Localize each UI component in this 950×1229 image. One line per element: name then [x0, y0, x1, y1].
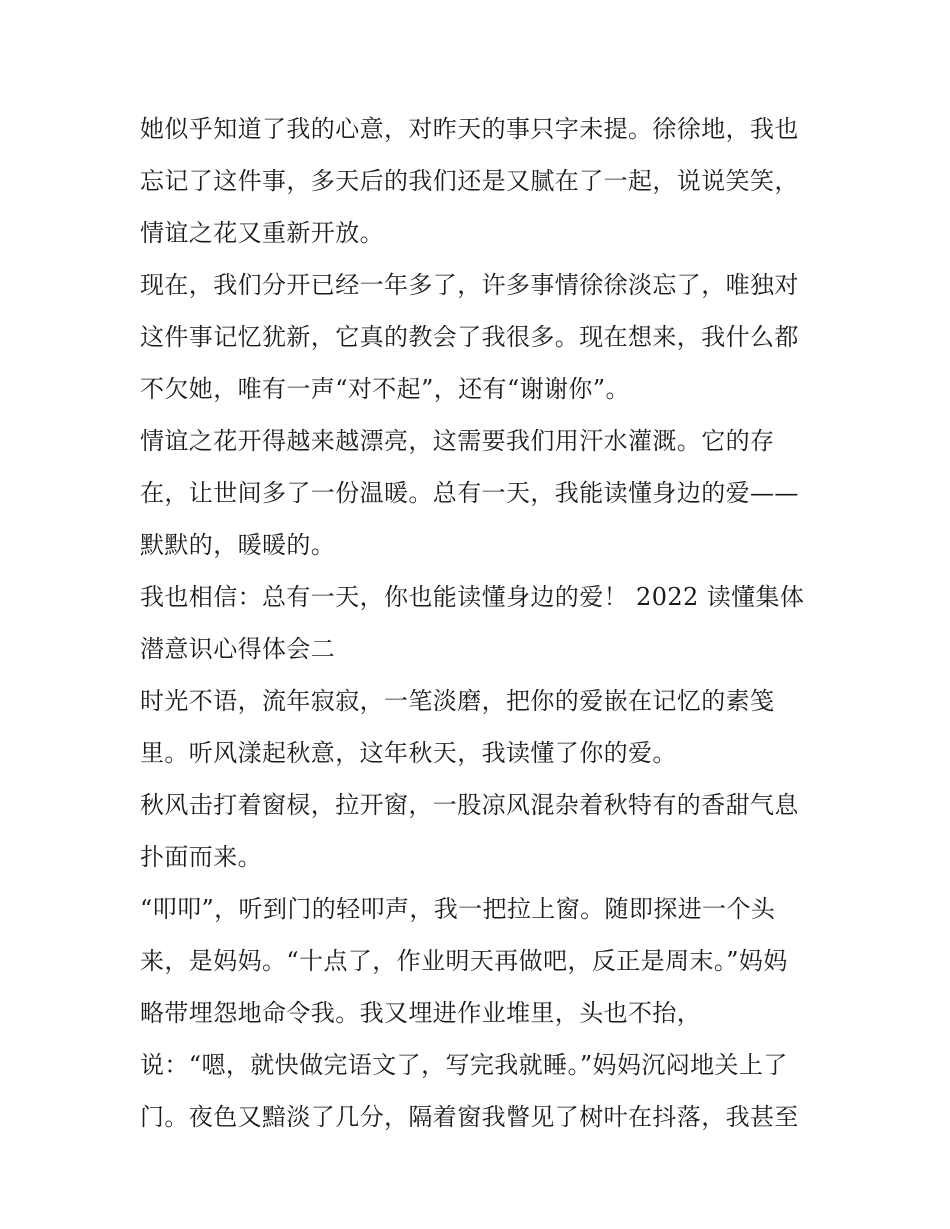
text-line: 忘记了这件事，多天后的我们还是又腻在了一起，说说笑笑， [140, 167, 799, 195]
text-line: 里。听风漾起秋意，这年秋天，我读懂了你的爱。 [140, 739, 677, 767]
text-line: 潜意识心得体会二 [140, 635, 336, 663]
text-line: 这件事记忆犹新，它真的教会了我很多。现在想来，我什么都 [140, 323, 799, 351]
text-line: 来，是妈妈。“十点了，作业明天再做吧，反正是周末。”妈妈 [140, 947, 788, 975]
document-body [140, 110, 812, 1150]
text-line: “叩叩”，听到门的轻叩声，我一把拉上窗。随即探进一个头 [140, 895, 776, 923]
text-line: 我也相信：总有一天，你也能读懂身边的爱！ 2022 读懂集体 [140, 583, 805, 611]
text-line: 时光不语，流年寂寂，一笔淡磨，把你的爱嵌在记忆的素笺 [140, 687, 775, 715]
text-line: 默默的，暖暖的。 [140, 531, 336, 559]
text-line: 现在，我们分开已经一年多了，许多事情徐徐淡忘了，唯独对 [140, 271, 799, 299]
text-line: 秋风击打着窗棂，拉开窗，一股凉风混杂着秋特有的香甜气息 [140, 791, 799, 819]
text-line: 她似乎知道了我的心意，对昨天的事只字未提。徐徐地，我也 [140, 115, 799, 143]
text-line: 情谊之花又重新开放。 [140, 219, 384, 247]
text-line: 说：“嗯，就快做完语文了，写完我就睡。”妈妈沉闷地关上了 [140, 1051, 788, 1079]
text-line: 扑面而来。 [140, 843, 262, 871]
text-line: 门。夜色又黯淡了几分，隔着窗我瞥见了树叶在抖落，我甚至 [140, 1103, 799, 1131]
text-line: 情谊之花开得越来越漂亮，这需要我们用汗水灌溉。它的存 [140, 427, 775, 455]
text-line: 在，让世间多了一份温暖。总有一天，我能读懂身边的爱—— [140, 479, 799, 507]
text-line: 略带埋怨地命令我。我又埋进作业堆里，头也不抬， [140, 999, 702, 1027]
text-line: 不欠她，唯有一声“对不起”，还有“谢谢你”。 [140, 375, 630, 403]
